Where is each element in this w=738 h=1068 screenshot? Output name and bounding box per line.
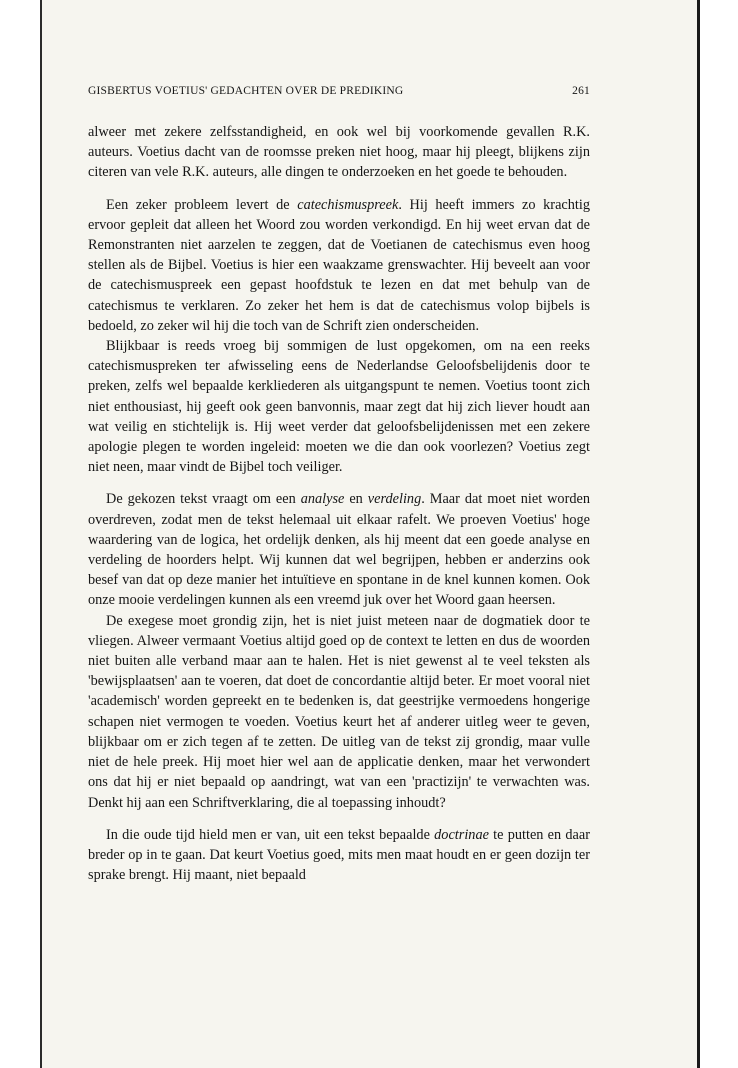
paragraph-3 xyxy=(88,336,590,477)
running-header xyxy=(88,83,590,99)
paragraph-1 xyxy=(88,122,590,183)
paragraph-text: . Maar dat moet niet worden overdreven, zodat men de tekst helemaal uit elkaar rafelt. We proeven Voetius' hoge waardering van de logica, het ordelijk denken, als hij meent dat een goede analyse en verdeling de hoorders helpt. Wij kunnen dat wel begrijpen, hebben er anderzins ook besef van dat op deze manier het intuïtieve en spontane in de knel kunnen komen. Ook onze mooie verdelingen kunnen als een vreemd juk over het Woord gaan heersen. xyxy=(88,491,590,609)
page-edge-right xyxy=(697,0,700,1068)
italic-term: catechismuspreek xyxy=(297,196,399,213)
page-number: 261 xyxy=(572,85,590,97)
italic-term: doctrinae xyxy=(434,826,489,843)
page-edge-left xyxy=(40,0,42,1068)
paragraph-text: In die oude tijd hield men er van, uit een tekst bepaalde xyxy=(106,826,435,843)
paragraph-text: en xyxy=(344,491,368,508)
paragraph-5 xyxy=(88,611,590,813)
paragraph-text: De exegese moet grondig zijn, het is niet juist meteen naar de dogmatiek door te vliegen. Alweer vermaant Voetius altijd goed op de context te letten en dus de woorden niet buiten alle verband maar aan te halen. Het is niet gewenst al te veel teksten als 'bewijsplaatsen' aan te voeren, dat doet de concordantie altijd beter. Er moet vooral niet 'academisch' worden gepreekt en te bedenken is, dat geestrijke vermoedens hongerige schapen niet vermogen te voeden. Voetius keurt het af anderer uitleg weer te geven, blijkbaar om er zich tegen af te zetten. De uitleg van de tekst zij grondig, maar vulle niet de hele preek. Hij moet hier wel aan de applicatie denken, maar het verwondert ons dat hij er niet bepaald op aandringt, wat van een 'practizijn' te verwachten was. Denkt hij aan een Schriftverklaring, die al toepassing inhoudt? xyxy=(88,612,590,811)
italic-term: verdeling xyxy=(367,491,422,508)
paragraph-6 xyxy=(88,825,590,886)
italic-term: analyse xyxy=(300,491,345,508)
body-text xyxy=(88,122,590,885)
running-title: GISBERTUS VOETIUS' GEDACHTEN OVER DE PREDIKING xyxy=(88,85,404,97)
paragraph-4 xyxy=(88,489,590,610)
paragraph-text: Blijkbaar is reeds vroeg bij sommigen de lust opgekomen, om na een reeks catechismuspreken ter afwisseling eens de Nederlandse Geloofsbelijdenis door te preken, zelfs wel bepaalde kerkliederen als uitgangspunt te nemen. Voetius toont zich niet enthousiast, hij geeft ook geen banvonnis, maar zegt dat hij zich liever houdt aan wat veilig en stichtelijk is. Hij weet verder dat geloofsbelijdenissen met een zekere apologie plegen te worden ingeleid: moeten we die dan ook voorlezen? Voetius zegt niet neen, maar vindt de Bijbel toch veiliger. xyxy=(88,338,590,476)
paragraph-text: te putten en daar breder op in te gaan. Dat keurt Voetius goed, mits men maat houdt en er geen dozijn ter sprake brengt. Hij maant, niet bepaald xyxy=(88,826,590,884)
paragraph-text: . Hij heeft immers zo krachtig ervoor gepleit dat alleen het Woord zou worden verkondigd. En hij weet ervan dat de Remonstranten niet aarzelen te zeggen, dat de Voetianen de catechismus even hoog stellen als de Bijbel. Voetius is hier een waakzame grenswachter. Hij beveelt aan voor de catechismuspreek een gepast hoofdstuk te lezen en dat met behulp van de catechismus te verklaren. Zo zeker het hem is dat de catechismus volop bijbels is bedoeld, zo zeker wil hij die toch van de Schrift zien onderscheiden. xyxy=(88,196,590,334)
paragraph-text: Een zeker probleem levert de xyxy=(106,196,298,213)
paragraph-2 xyxy=(88,195,590,336)
paragraph-text: De gekozen tekst vraagt om een xyxy=(106,491,301,508)
paragraph-text: alweer met zekere zelfsstandigheid, en ook wel bij voorkomende gevallen R.K. auteurs. Voetius dacht van de roomsse preken niet hoog, maar hij pleegt, blijkens zijn citeren van vele R.K. auteurs, alle dingen te onderzoeken en het goede te behouden. xyxy=(88,124,590,181)
